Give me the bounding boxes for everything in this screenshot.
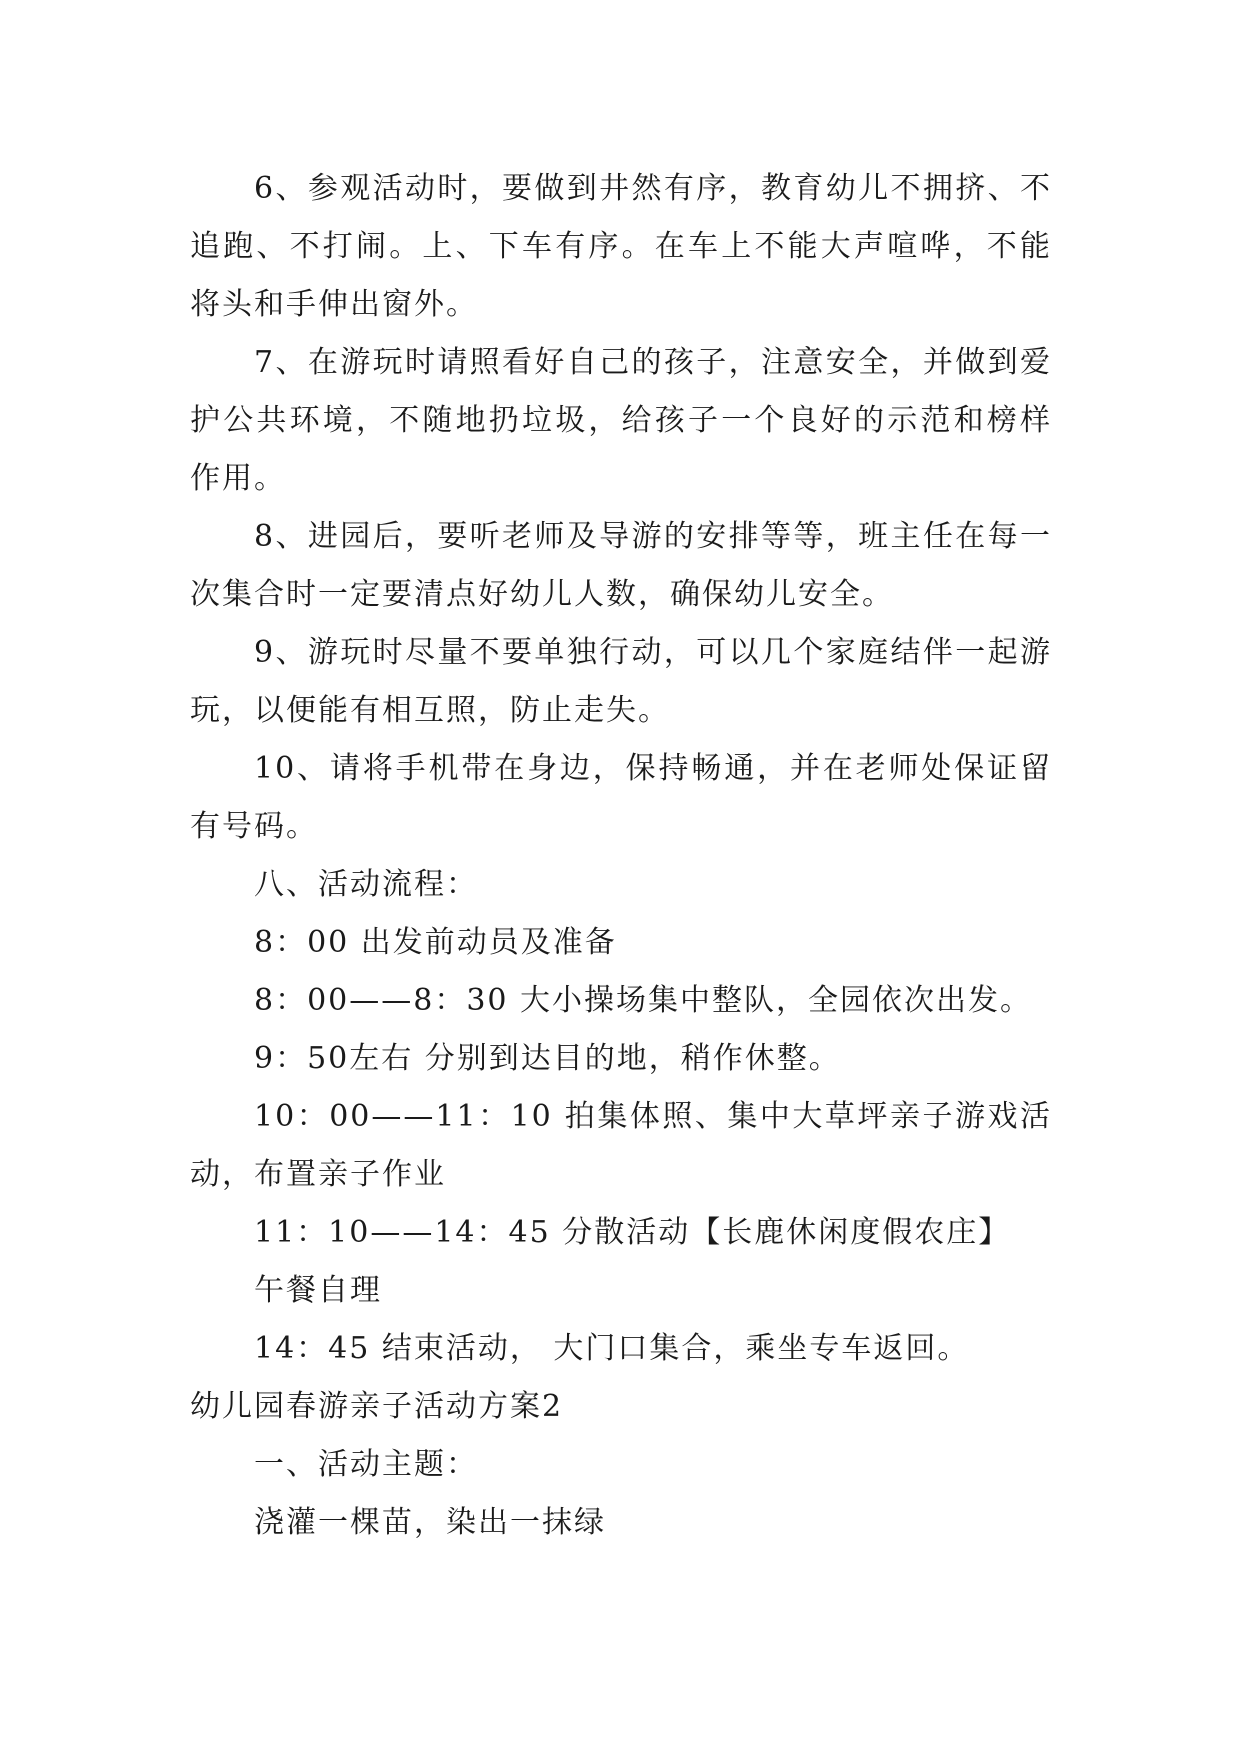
paragraph-item-7: 7、在游玩时请照看好自己的孩子，注意安全，并做到爱护公共环境，不随地扔垃圾，给孩子一个良好的示范和榜样作用。 — [190, 345, 1052, 496]
schedule-item: 8：00 出发前动员及准备 — [254, 925, 617, 960]
schedule-item: 11：10——14：45 分散活动【长鹿休闲度假农庄】 — [254, 1215, 1011, 1250]
paragraph-item-9: 9、游玩时尽量不要单独行动，可以几个家庭结伴一起游玩，以便能有相互照，防止走失。 — [190, 635, 1052, 728]
schedule-item: 10：00——11：10 拍集体照、集中大草坪亲子游戏活动，布置亲子作业 — [190, 1099, 1052, 1192]
schedule-item: 9：50左右 分别到达目的地，稍作休整。 — [254, 1041, 841, 1076]
section-subheading-theme: 一、活动主题： — [254, 1447, 478, 1482]
paragraph-item-6: 6、参观活动时，要做到井然有序，教育幼儿不拥挤、不追跑、不打闹。上、下车有序。在车上不能大声喧哗，不能将头和手伸出窗外。 — [190, 171, 1052, 322]
document-page — [190, 160, 1052, 1552]
section-heading-flow: 八、活动流程： — [254, 867, 478, 902]
paragraph-item-10: 10、请将手机带在身边，保持畅通，并在老师处保证留有号码。 — [190, 751, 1052, 844]
schedule-item: 14：45 结束活动， 大门口集合，乘坐专车返回。 — [254, 1331, 970, 1366]
section-title: 幼儿园春游亲子活动方案2 — [190, 1389, 564, 1424]
theme-text: 浇灌一棵苗，染出一抹绿 — [254, 1505, 606, 1540]
schedule-item: 午餐自理 — [254, 1273, 382, 1308]
paragraph-item-8: 8、进园后，要听老师及导游的安排等等，班主任在每一次集合时一定要清点好幼儿人数，确保幼儿安全。 — [190, 519, 1052, 612]
schedule-item: 8：00——8：30 大小操场集中整队，全园依次出发。 — [254, 983, 1033, 1018]
